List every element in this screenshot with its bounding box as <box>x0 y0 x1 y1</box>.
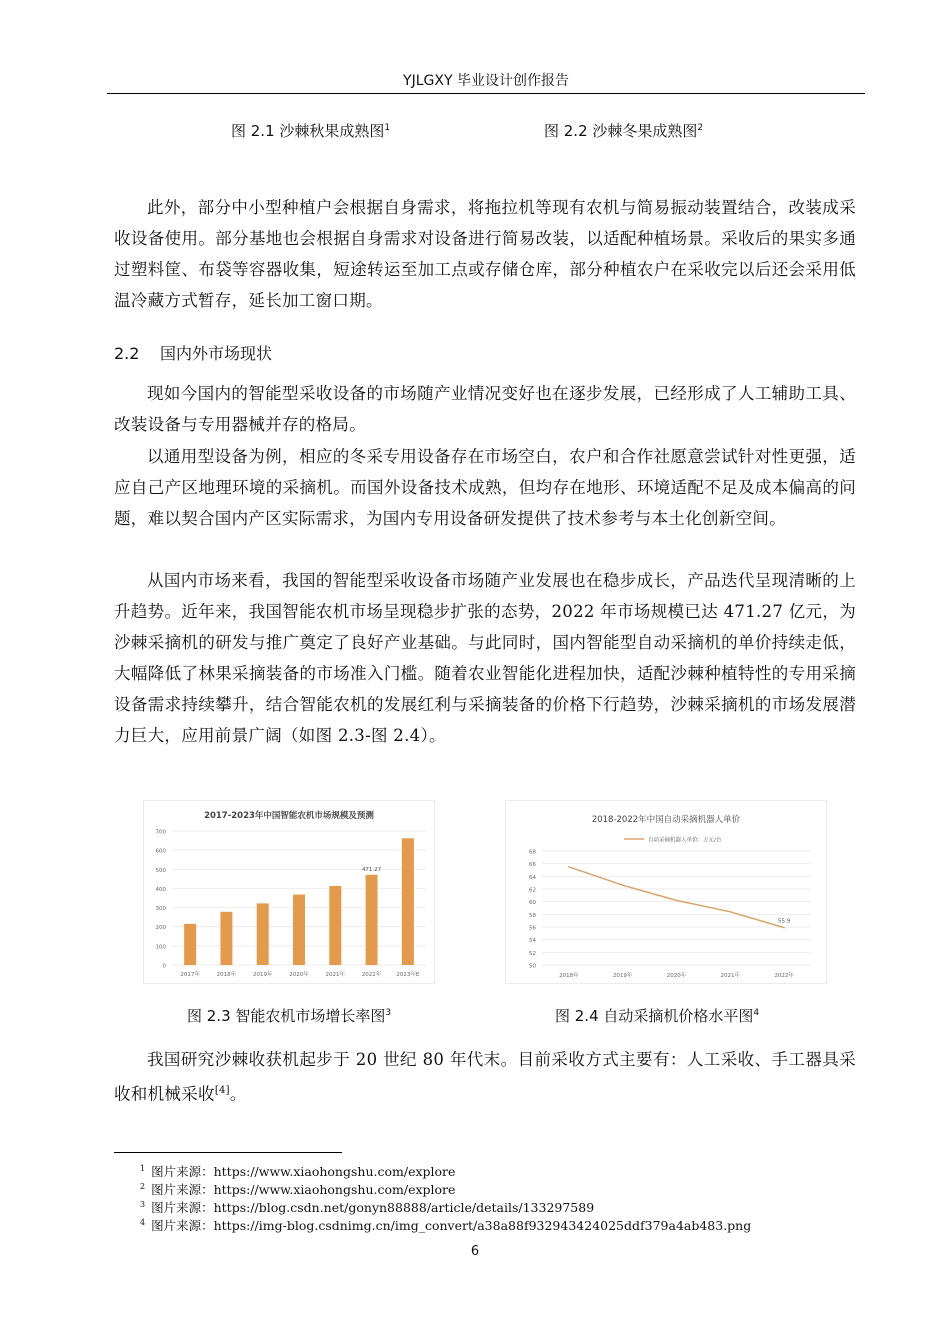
paragraph-end: 。 <box>229 1084 247 1104</box>
y-tick-label: 400 <box>155 886 166 893</box>
data-point <box>622 884 624 886</box>
y-tick-label: 60 <box>529 900 536 907</box>
footnote-number: 1 <box>140 1164 146 1173</box>
footnote-ref[interactable]: 1 <box>384 123 391 133</box>
figure-2-4-caption <box>555 1003 759 1026</box>
bar <box>220 912 232 965</box>
footnote-ref[interactable]: 4 <box>753 1008 760 1018</box>
footnote-text: 图片来源：https://img-blog.csdnimg.cn/img_convert/a38a88f932943424025ddf379a4ab483.png <box>151 1218 752 1234</box>
y-tick-label: 0 <box>162 963 166 970</box>
y-tick-label: 700 <box>155 829 166 836</box>
y-tick-label: 66 <box>529 862 536 869</box>
section-number: 2.2 <box>114 344 140 363</box>
y-tick-label: 100 <box>155 944 166 951</box>
footnote-number: 2 <box>140 1182 146 1191</box>
data-label: 471.27 <box>361 866 382 873</box>
x-tick-label: 2023年E <box>396 972 420 978</box>
bar <box>257 903 269 965</box>
chart-title: 2017-2023年中国智能农机市场规模及预测 <box>204 811 374 821</box>
data-point <box>568 866 570 868</box>
chart-title: 2018-2022年中国自动采摘机器人单价 <box>591 815 741 825</box>
x-tick-label: 2018年 <box>216 972 237 978</box>
body-paragraph: 此外，部分中小型种植户会根据自身需求，将拖拉机等现有农机与简易振动装置结合，改装成采收设备使用。部分基地也会根据自身需求对设备进行简易改装，以适配种植场景。采收后的果实多通过塑料筐、布袋等容器收集，短途转运至加工点或存储仓库，部分种植农户在采收完以后还会采用低温冷藏方式暂存，延长加工窗口期。 <box>114 198 856 310</box>
market-size-bar-chart <box>144 801 434 983</box>
y-tick-label: 500 <box>155 867 166 874</box>
footnote-text: 图片来源：https://www.xiaohongshu.com/explore <box>151 1182 456 1198</box>
footnote-number: 3 <box>140 1200 146 1209</box>
x-tick-label: 2022年 <box>774 973 794 979</box>
y-tick-label: 50 <box>529 963 536 970</box>
bar <box>329 886 341 965</box>
body-paragraph <box>114 1044 856 1110</box>
paragraph-text: 我国研究沙棘收获机起步于 20 世纪 80 年代末。目前采收方式主要有：人工采收、手工器具采收和机械采收 <box>114 1050 856 1104</box>
body-paragraph: 现如今国内的智能型采收设备的市场随产业情况变好也在逐步发展，已经形成了人工辅助工具、改装设备与专用器械并存的格局。 <box>114 384 856 434</box>
figure-2-3-chart <box>143 800 435 984</box>
bar <box>184 924 196 965</box>
running-header: YJLGXY 毕业设计创作报告 <box>403 73 569 89</box>
caption-text: 图 2.2 沙棘冬果成熟图 <box>544 122 698 140</box>
x-tick-label: 2019年 <box>252 972 273 978</box>
footnote-text: 图片来源：https://www.xiaohongshu.com/explore <box>151 1164 456 1180</box>
footnote <box>140 1214 751 1235</box>
bar <box>366 875 378 965</box>
y-tick-label: 600 <box>155 848 166 855</box>
x-tick-label: 2020年 <box>666 973 687 979</box>
data-point <box>676 900 678 902</box>
y-tick-label: 58 <box>529 912 536 919</box>
y-tick-label: 62 <box>529 887 536 894</box>
caption-text: 图 2.1 沙棘秋果成熟图 <box>231 122 385 140</box>
robot-price-line-chart <box>506 801 826 983</box>
y-tick-label: 64 <box>529 874 536 881</box>
footnote-number: 4 <box>140 1218 146 1227</box>
x-tick-label: 2021年 <box>720 973 741 979</box>
x-tick-label: 2018年 <box>559 973 579 979</box>
footnote-text: 图片来源：https://blog.csdn.net/gonyn88888/article/details/133297589 <box>151 1200 595 1216</box>
data-point <box>783 927 785 929</box>
section-title: 国内外市场现状 <box>160 344 273 363</box>
x-tick-label: 2017年 <box>180 972 200 978</box>
footnote-rule <box>114 1152 342 1153</box>
x-tick-label: 2020年 <box>289 972 309 978</box>
x-tick-label: 2019年 <box>612 973 633 979</box>
page-number: 6 <box>470 1244 480 1259</box>
data-label: 55.9 <box>777 918 791 925</box>
caption-text: 图 2.4 自动采摘机价格水平图 <box>555 1007 754 1025</box>
series-line <box>569 867 784 928</box>
y-tick-label: 52 <box>529 950 536 957</box>
figure-2-2-caption <box>544 118 703 141</box>
figure-2-1-caption <box>231 118 390 141</box>
body-paragraph: 以通用型设备为例，相应的冬采专用设备存在市场空白，农户和合作社愿意尝试针对性更强，适应自己产区地理环境的采摘机。而国外设备技术成熟，但均存在地形、环境适配不足及成本偏高的问题，难以契合国内产区实际需求，为国内专用设备研发提供了技术参考与本土化创新空间。 <box>114 447 856 528</box>
section-heading <box>114 340 272 368</box>
body-paragraph: 从国内市场来看，我国的智能型采收设备市场随产业发展也在稳步成长，产品迭代呈现清晰的上升趋势。近年来，我国智能农机市场呈现稳步扩张的态势，2022 年市场规模已达 471.27 亿元，为沙棘采摘机的研发与推广奠定了良好产业基础。与此同时，国内智能型自动采摘机的单价持续走低，大幅降低了林果采摘装备的市场准入门槛。随着农业智能化进程加快，适配沙棘种植特性的专用采摘设备需求持续攀升，结合智能农机的发展红利与采摘装备的价格下行趋势，沙棘采摘机的市场发展潜力巨大，应用前景广阔（如图 2.3-图 2.4）。 <box>114 571 856 745</box>
bar <box>402 838 414 965</box>
y-tick-label: 56 <box>529 925 536 932</box>
citation-ref[interactable]: [4] <box>214 1085 230 1096</box>
footnote-ref[interactable]: 3 <box>385 1008 392 1018</box>
y-tick-label: 300 <box>155 906 166 913</box>
y-tick-label: 200 <box>155 925 166 932</box>
figure-2-4-chart <box>505 800 827 984</box>
x-tick-label: 2021年 <box>325 972 346 978</box>
y-tick-label: 54 <box>529 938 536 945</box>
header-rule <box>107 93 865 94</box>
legend-label: 自动采摘机器人单价：万元/台 <box>648 837 722 844</box>
data-point <box>730 911 732 913</box>
figure-2-3-caption <box>187 1003 391 1026</box>
y-tick-label: 68 <box>529 849 536 856</box>
footnote-ref[interactable]: 2 <box>697 123 704 133</box>
caption-text: 图 2.3 智能农机市场增长率图 <box>187 1007 386 1025</box>
bar <box>293 895 305 965</box>
x-tick-label: 2022年 <box>361 972 382 978</box>
